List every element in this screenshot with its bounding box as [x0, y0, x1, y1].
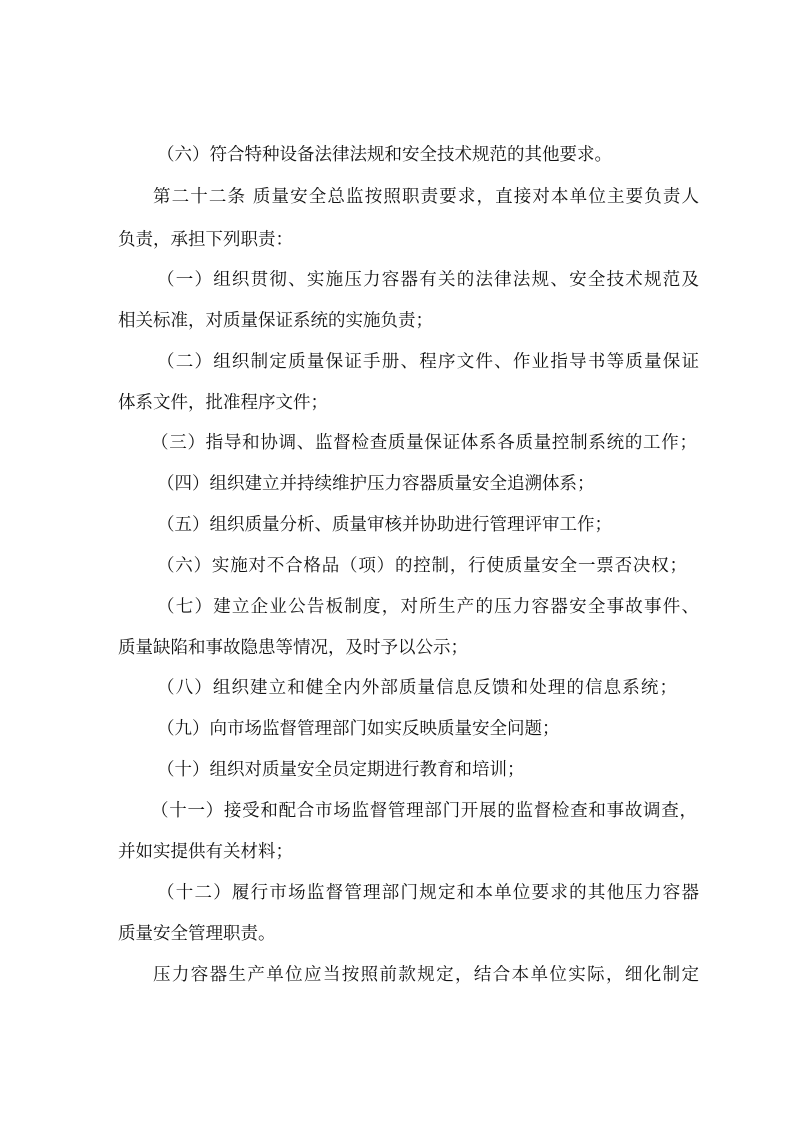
text-line: （三）指导和协调、监督检查质量保证体系各质量控制系统的工作；	[151, 433, 697, 453]
paragraph-5-line-0	[0, 469, 794, 499]
text-line: （五）组织质量分析、质量审核并协助进行管理评审工作；	[157, 515, 612, 535]
paragraph-2-line-0	[0, 265, 794, 295]
paragraph-12-line-0	[0, 796, 794, 826]
text-line: （六）实施对不合格品（项）的控制，行使质量安全一票否决权；	[157, 556, 687, 576]
text-line: 相关标准，对质量保证系统的实施负责；	[118, 311, 433, 331]
paragraph-1-line-0	[0, 182, 794, 212]
text-line: 第二十二条 质量安全总监按照职责要求，直接对本单位主要负责人	[153, 187, 699, 207]
text-line: 体系文件，批准程序文件；	[118, 393, 328, 413]
text-line: （八）组织建立和健全内外部质量信息反馈和处理的信息系统；	[157, 678, 677, 698]
text-line: 质量安全管理职责。	[118, 924, 276, 944]
paragraph-8-line-1	[0, 633, 794, 663]
paragraph-14-line-0	[0, 960, 794, 990]
paragraph-6-line-0	[0, 510, 794, 540]
text-line: （十一）接受和配合市场监督管理部门开展的监督检查和事故调查，	[151, 801, 697, 821]
text-line: （二）组织制定质量保证手册、程序文件、作业指导书等质量保证	[157, 352, 699, 372]
text-line: 负责，承担下列职责：	[118, 230, 293, 250]
text-line: （九）向市场监督管理部门如实反映质量安全问题；	[157, 719, 560, 739]
paragraph-13-line-1	[0, 919, 794, 949]
text-line: 压力容器生产单位应当按照前款规定，结合本单位实际，细化制定	[153, 965, 699, 985]
paragraph-3-line-1	[0, 388, 794, 418]
paragraph-13-line-0	[0, 878, 794, 908]
paragraph-9-line-0	[0, 673, 794, 703]
text-line: （七）建立企业公告板制度，对所生产的压力容器安全事故事件、	[157, 597, 699, 617]
text-line: （十二）履行市场监督管理部门规定和本单位要求的其他压力容器	[157, 883, 699, 903]
text-line: （一）组织贯彻、实施压力容器有关的法律法规、安全技术规范及	[157, 270, 699, 290]
paragraph-11-line-0	[0, 755, 794, 785]
paragraph-3-line-0	[0, 347, 794, 377]
paragraph-0-line-0	[0, 140, 794, 170]
paragraph-2-line-1	[0, 306, 794, 336]
text-line: （六）符合特种设备法律法规和安全技术规范的其他要求。	[157, 145, 612, 165]
text-line: （四）组织建立并持续维护压力容器质量安全追溯体系；	[157, 474, 595, 494]
text-line: 并如实提供有关材料；	[118, 842, 293, 862]
paragraph-7-line-0	[0, 551, 794, 581]
paragraph-4-line-0	[0, 428, 794, 458]
paragraph-8-line-0	[0, 592, 794, 622]
paragraph-10-line-0	[0, 714, 794, 744]
paragraph-1-line-1	[0, 225, 794, 255]
paragraph-12-line-1	[0, 837, 794, 867]
text-line: 质量缺陷和事故隐患等情况，及时予以公示；	[118, 638, 468, 658]
text-line: （十）组织对质量安全员定期进行教育和培训；	[157, 760, 525, 780]
